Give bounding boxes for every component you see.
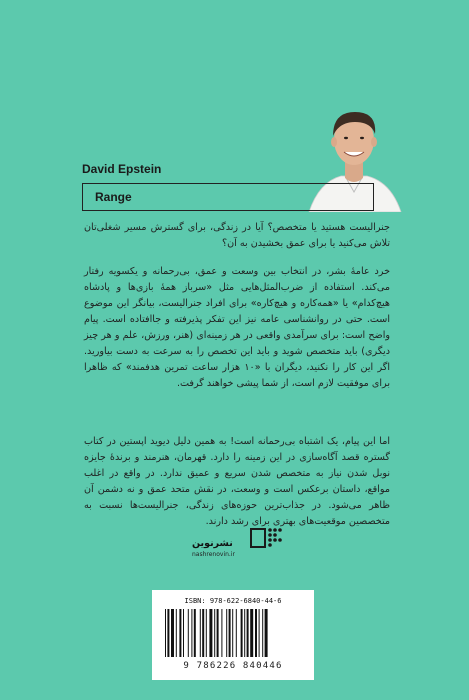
barcode-bar [226,609,227,657]
barcode [163,609,303,657]
barcode-bar [259,609,260,657]
blurb-question-text: جنرالیست هستید یا متخصص؟ آیا در زندگی، برای گسترش مسیر شغلی‌تان تلاش می‌کنید یا برای عمق بخشیدن به آن؟ [84,222,390,249]
author-name: David Epstein [82,162,162,176]
publisher-site: nashrenovin.ir [192,551,235,558]
barcode-bar [165,609,166,657]
barcode-bar [200,609,201,657]
barcode-bar [209,609,212,657]
barcode-bar [241,609,243,657]
blurb-paragraph-2 [84,434,390,530]
barcode-bar [247,609,249,657]
blurb-paragraph-2-text: اما این پیام، یک اشتباه بی‌رحمانه است! به همین دلیل دیوید اپستین در کتاب گستره قصد آگاه‌سازی در این زمینه را دارد. قهرمان، هنرمند و برندهٔ جایزه نوبل شدن نیاز به متخصص شدن سریع و عمیق ندارد. در واقع در اغلب مواقع، داستان برعکس است و وسعت، در نقش متحد عمق و نه دشمن آن ظاهر می‌شود. در جذاب‌ترین حوزه‌های زندگی، جنرالیست‌ها نسبت به متخصصین موقعیت‌های بهتری برای رشد دارند. [84,436,390,527]
barcode-bar [217,609,219,657]
barcode-bar [176,609,177,657]
publisher-name: نشرنوین [192,538,233,549]
barcode-bar [183,609,184,657]
blurb-question [84,220,390,252]
blurb-paragraph-1-text: خرد عامهٔ بشر، در انتخاب بین وسعت و عمق، بی‌رحمانه و یکسویه رفتار می‌کند. استفاده از ضرب‌المثل‌هایی مثل «سرباز همهٔ بازی‌ها و پادشاه هیچ‌کدام» یا «همه‌کاره و هیچ‌کاره» برای افراد جنرالیست، بیانگر این موضوع است. حتی در روانشناسی عامه نیز این تفکر پذیرفته و جاافتاده است. پیام واضح است: برای سرآمدی واقعی در هر زمینه‌ای (هنر، ورزش، علم و هر چیز دیگری) باید متخصص شوید و باید این تخصص را به سرعت به دست بیاورید. اگر این کار را نکنید، دیگران با «۱۰ هزار ساعت تمرین هدفمند» که ظاهرا برای موفقیت لازم است، از شما پیشی خواهند گرفت. [84,266,390,389]
barcode-bar [188,609,189,657]
barcode-bar [244,609,245,657]
barcode-label [152,590,314,680]
barcode-bar [171,609,174,657]
barcode-bar [250,609,253,657]
barcode-bar [262,609,263,657]
title-box [82,183,374,211]
barcode-bar [221,609,222,657]
barcode-bar [255,609,257,657]
barcode-digits: 9 786226 840446 [183,661,283,671]
blurb-paragraph-1 [84,264,390,392]
publisher-logo [190,524,285,580]
book-title: Range [95,190,132,204]
barcode-bar [229,609,231,657]
barcode-bar [194,609,196,657]
barcode-bar [214,609,215,657]
barcode-bar [179,609,181,657]
barcode-bar [232,609,233,657]
barcode-bar [167,609,169,657]
barcode-bar [265,609,268,657]
barcode-bar [202,609,204,657]
isbn-text: ISBN: 978-622-6840-44-6 [184,597,282,605]
barcode-bar [236,609,237,657]
barcode-bar [206,609,207,657]
barcode-bar [191,609,192,657]
